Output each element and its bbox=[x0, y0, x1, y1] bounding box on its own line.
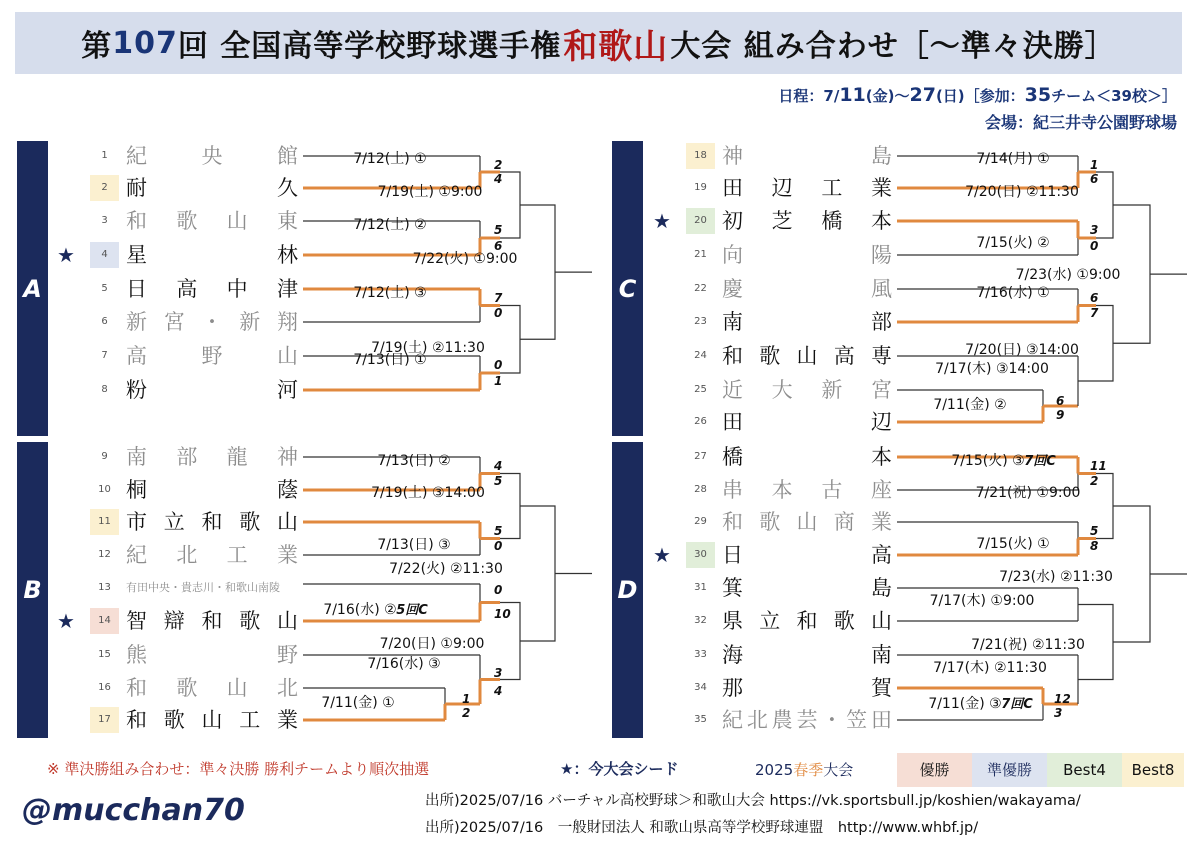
team-name: 和 歌 山 高 専 bbox=[722, 344, 892, 368]
team-number: 34 bbox=[694, 682, 707, 693]
game-called-note: 5回C bbox=[396, 603, 428, 618]
bracket-line bbox=[1096, 605, 1113, 680]
game-score: 5 bbox=[494, 524, 503, 538]
block-label-a: A bbox=[23, 274, 42, 303]
game-called-note: 7回C bbox=[1001, 697, 1033, 712]
team-name: 神 島 bbox=[722, 144, 892, 168]
game-score: 3 bbox=[1090, 223, 1099, 237]
title-prefix: 第 bbox=[81, 29, 113, 64]
team-name: 和 歌 山 商 業 bbox=[722, 510, 892, 534]
game-score: 12 bbox=[1054, 692, 1071, 706]
team-name: 南 部 龍 神 bbox=[126, 445, 298, 469]
author-handle: @mucchan70 bbox=[22, 793, 245, 828]
game-date: 7/22(火) ②11:30 bbox=[389, 560, 503, 577]
game-score: 6 bbox=[494, 239, 503, 253]
team-number: 12 bbox=[98, 549, 111, 560]
game-score: 0 bbox=[1090, 239, 1099, 253]
team-name: 智 辯 和 歌 山 bbox=[126, 609, 298, 633]
team-number: 33 bbox=[694, 649, 707, 660]
team-number: 25 bbox=[694, 384, 707, 395]
game-date: 7/13(日) ① bbox=[353, 352, 427, 368]
game-score: 4 bbox=[494, 172, 503, 186]
team-number: 18 bbox=[686, 143, 715, 169]
game-date: 7/19(土) ②11:30 bbox=[371, 340, 485, 357]
game-score: 6 bbox=[1090, 291, 1099, 305]
team-name: 熊 野 bbox=[126, 643, 298, 667]
team-name: 星 林 bbox=[126, 243, 298, 267]
game-date: 7/11(金) ① bbox=[321, 695, 395, 711]
game-date: 7/17(木) ③14:00 bbox=[935, 361, 1049, 377]
game-score: 1 bbox=[1090, 158, 1099, 172]
game-date: 7/16(水) ③ bbox=[367, 656, 441, 672]
bracket-line bbox=[1113, 506, 1150, 642]
team-number: 15 bbox=[98, 649, 111, 660]
bracket-line bbox=[500, 306, 520, 374]
game-date: 7/12(土) ② bbox=[353, 217, 427, 233]
bracket-line bbox=[1096, 172, 1113, 238]
team-number: 21 bbox=[694, 249, 707, 260]
game-date: 7/15(火) ③ bbox=[951, 452, 1025, 469]
game-score: 0 bbox=[494, 539, 503, 553]
spring-year: 2025 bbox=[755, 761, 794, 779]
team-number: 11 bbox=[90, 509, 119, 535]
game-score: 7 bbox=[494, 291, 503, 305]
venue-info: 会場：紀三井寺公園野球場 bbox=[984, 113, 1177, 132]
team-number: 13 bbox=[98, 582, 111, 593]
legend-best8: Best8 bbox=[1122, 753, 1184, 787]
bracket-line bbox=[520, 205, 555, 339]
team-number: 22 bbox=[694, 283, 707, 294]
team-number: 3 bbox=[101, 215, 108, 226]
team-number: 20 bbox=[686, 208, 715, 234]
game-date: 7/11(金) ② bbox=[933, 397, 1007, 413]
team-number: 10 bbox=[98, 484, 111, 495]
team-name: 初 芝 橋 本 bbox=[722, 209, 892, 233]
game-date: 7/12(土) ③ bbox=[353, 284, 427, 301]
game-score: 10 bbox=[494, 607, 511, 621]
game-score: 8 bbox=[1090, 539, 1099, 553]
seed-star-icon: ★ bbox=[57, 609, 75, 633]
team-name: 紀 北 工 業 bbox=[126, 543, 298, 567]
block-label-c: C bbox=[618, 274, 637, 303]
team-number: 24 bbox=[694, 350, 707, 361]
team-number: 17 bbox=[90, 707, 119, 733]
game-date: 7/23(水) ①9:00 bbox=[1015, 267, 1121, 284]
title-number: 107 bbox=[112, 25, 178, 61]
team-name: 箕 島 bbox=[722, 576, 892, 600]
bracket-line bbox=[500, 172, 520, 238]
game-score: 0 bbox=[494, 583, 503, 597]
game-date: 7/20(日) ②11:30 bbox=[965, 184, 1079, 200]
schedule-day2: 27 bbox=[909, 84, 936, 106]
bracket-line bbox=[1096, 306, 1113, 382]
seed-star-icon: ★ bbox=[653, 543, 671, 567]
game-date: 7/14(月) ① bbox=[976, 151, 1050, 167]
schedule-weekday2: (日)［参加： bbox=[935, 87, 1025, 105]
teams-label: チーム＜39校＞］ bbox=[1051, 87, 1177, 105]
game-score: 2 bbox=[462, 706, 471, 720]
team-number: 35 bbox=[694, 714, 707, 725]
team-name: 市 立 和 歌 山 bbox=[126, 510, 298, 534]
team-number: 7 bbox=[101, 350, 108, 361]
game-score: 0 bbox=[494, 306, 503, 320]
game-score: 2 bbox=[1090, 474, 1099, 488]
game-score: 1 bbox=[494, 374, 503, 388]
game-score: 5 bbox=[1090, 524, 1099, 538]
team-number: 26 bbox=[694, 416, 707, 427]
team-name: 粉 河 bbox=[126, 378, 298, 402]
bracket-line bbox=[500, 474, 520, 539]
game-date: 7/16(水) ① bbox=[976, 284, 1050, 301]
game-date: 7/19(土) ③14:00 bbox=[371, 485, 485, 501]
team-number: 2 bbox=[90, 175, 119, 201]
block-label-b: B bbox=[23, 576, 42, 604]
game-date: 7/12(土) ① bbox=[353, 151, 427, 167]
team-name: 紀 央 館 bbox=[126, 144, 298, 168]
bracket-line bbox=[520, 506, 555, 641]
title-mid: 回 全国高等学校野球選手権 bbox=[177, 29, 562, 64]
team-name: 串 本 古 座 bbox=[722, 478, 892, 502]
team-name: 田 辺 bbox=[722, 410, 892, 434]
legend-best4: Best4 bbox=[1047, 753, 1122, 787]
team-number: 1 bbox=[101, 150, 108, 161]
team-name: 和 歌 山 工 業 bbox=[126, 708, 298, 732]
game-date: 7/17(木) ①9:00 bbox=[929, 593, 1035, 609]
game-date: 7/22(火) ①9:00 bbox=[412, 251, 518, 268]
team-number: 31 bbox=[694, 582, 707, 593]
team-name: 和 歌 山 東 bbox=[126, 209, 298, 233]
spring-legend bbox=[755, 759, 853, 780]
team-name: 近 大 新 宮 bbox=[722, 378, 892, 402]
team-name: 海 南 bbox=[722, 643, 892, 667]
game-score: 1 bbox=[462, 692, 471, 706]
team-name: 日 高 中 津 bbox=[126, 277, 298, 301]
team-number: 9 bbox=[101, 451, 108, 462]
game-date: 7/17(木) ②11:30 bbox=[933, 660, 1047, 676]
team-name: 橋 本 bbox=[722, 445, 892, 469]
spring-label: 春季 bbox=[793, 761, 824, 779]
team-number: 4 bbox=[90, 242, 119, 268]
game-score: 3 bbox=[1054, 706, 1063, 720]
team-name: 紀 北 農 芸 ・ 笠 田 bbox=[722, 708, 892, 732]
team-number: 16 bbox=[98, 682, 111, 693]
team-number: 5 bbox=[101, 283, 108, 294]
team-number: 30 bbox=[686, 542, 715, 568]
schedule-weekday1: (金)～ bbox=[865, 87, 910, 105]
game-date: 7/21(祝) ①9:00 bbox=[975, 485, 1081, 501]
team-name: 日 高 bbox=[722, 543, 892, 567]
game-date: 7/11(金) ③ bbox=[928, 696, 1002, 712]
game-score: 4 bbox=[494, 683, 503, 698]
game-date: 7/16(水) ② bbox=[323, 602, 397, 618]
team-number: 23 bbox=[694, 316, 707, 327]
team-number: 32 bbox=[694, 615, 707, 626]
team-name: 向 陽 bbox=[722, 243, 892, 267]
game-date: 7/13(日) ② bbox=[377, 452, 451, 469]
team-name: 有田中央・貴志川・和歌山南陵 bbox=[126, 581, 280, 594]
game-score: 9 bbox=[1056, 408, 1065, 422]
game-date: 7/20(日) ①9:00 bbox=[379, 636, 485, 652]
source-line-2: 出所)2025/07/16 一般財団法人 和歌山県高等学校野球連盟 http://www.whbf.jp/ bbox=[425, 820, 979, 836]
game-date: 7/21(祝) ②11:30 bbox=[971, 637, 1085, 653]
semifinal-note: ※ 準決勝組み合わせ：準々決勝 勝利チームより順次抽選 bbox=[47, 760, 430, 778]
game-date: 7/20(日) ③14:00 bbox=[965, 342, 1079, 359]
game-score: 6 bbox=[1056, 394, 1065, 408]
seed-legend: ★：今大会シード bbox=[560, 760, 679, 778]
seed-star-icon: ★ bbox=[57, 243, 75, 267]
game-score: 5 bbox=[494, 223, 503, 237]
team-number: 29 bbox=[694, 516, 707, 527]
source-line-1: 出所)2025/07/16 バーチャル高校野球＞和歌山大会 https://vk.sportsbull.jp/koshien/wakayama/ bbox=[425, 793, 1081, 809]
team-name: 田 辺 工 業 bbox=[722, 176, 892, 200]
game-score: 0 bbox=[494, 358, 503, 372]
team-name: 耐 久 bbox=[126, 176, 298, 200]
game-date: 7/19(土) ①9:00 bbox=[377, 184, 483, 200]
bracket-line bbox=[1096, 474, 1113, 539]
game-date: 7/23(水) ②11:30 bbox=[999, 569, 1113, 585]
team-name: 那 賀 bbox=[722, 676, 892, 700]
spring-suffix: 大会 bbox=[823, 761, 854, 779]
block-label-d: D bbox=[617, 576, 638, 604]
game-score: 6 bbox=[1090, 172, 1099, 186]
team-name: 南 部 bbox=[722, 310, 892, 334]
team-number: 19 bbox=[694, 182, 707, 193]
schedule-day1: 11 bbox=[839, 84, 866, 106]
team-number: 8 bbox=[101, 384, 108, 395]
seed-star-icon: ★ bbox=[653, 209, 671, 233]
legend-champ: 優勝 bbox=[897, 753, 972, 787]
game-date: 7/13(日) ③ bbox=[377, 536, 451, 553]
game-score: 2 bbox=[494, 158, 503, 172]
team-number: 14 bbox=[90, 608, 119, 634]
title-prefecture: 和歌山 bbox=[563, 26, 669, 67]
team-number: 28 bbox=[694, 484, 707, 495]
team-name: 慶 風 bbox=[722, 277, 892, 301]
title-suffix: 大会 組み合わせ［～準々決勝］ bbox=[670, 29, 1116, 64]
game-called-note: 7回C bbox=[1024, 453, 1056, 469]
team-name: 県 立 和 歌 山 bbox=[722, 609, 892, 633]
team-name: 高 野 山 bbox=[126, 344, 298, 368]
team-name: 和 歌 山 北 bbox=[126, 676, 298, 700]
game-score: 11 bbox=[1090, 459, 1107, 473]
team-name: 桐 蔭 bbox=[126, 478, 298, 502]
team-name: 新 宮 ・ 新 翔 bbox=[126, 310, 298, 334]
team-number: 27 bbox=[694, 451, 707, 462]
game-date: 7/15(火) ② bbox=[976, 235, 1050, 251]
team-number: 6 bbox=[101, 316, 108, 327]
teams-count: 35 bbox=[1024, 84, 1052, 106]
game-score: 7 bbox=[1090, 306, 1099, 320]
game-score: 3 bbox=[494, 665, 503, 680]
schedule-label: 日程：7/ bbox=[778, 87, 840, 105]
game-score: 5 bbox=[494, 474, 503, 488]
game-date: 7/15(火) ① bbox=[976, 535, 1050, 552]
legend-runner: 準優勝 bbox=[972, 753, 1047, 787]
game-score: 4 bbox=[494, 459, 503, 473]
